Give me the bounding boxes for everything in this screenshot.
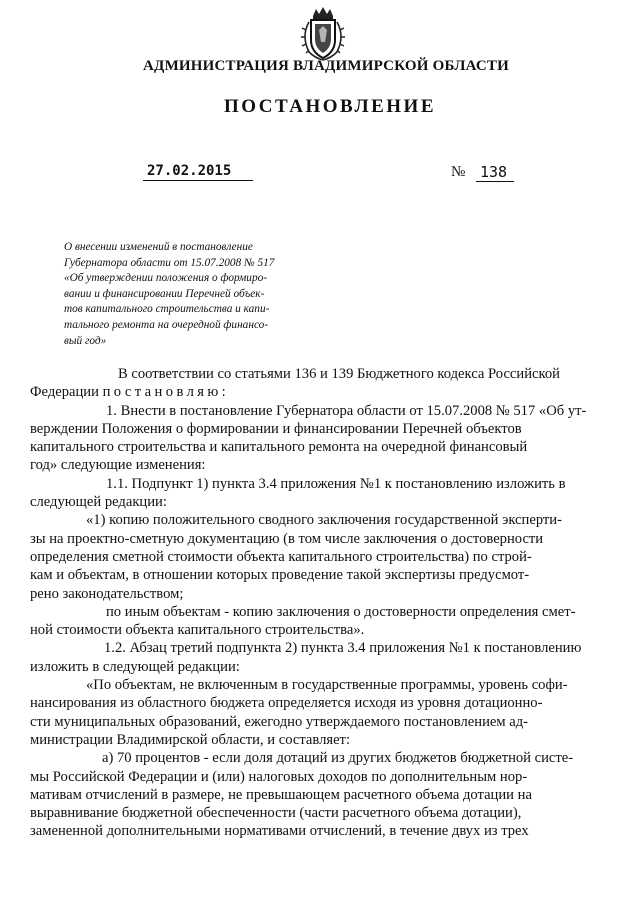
body-line: мы Российской Федерации и (или) налоговых доходов по дополнительным нор- [30, 768, 528, 785]
subject-line: О внесении изменений в постановление [64, 241, 253, 253]
body-line: год» следующие изменения: [30, 457, 206, 474]
body-line: 1.1. Подпункт 1) пункта 3.4 приложения №1 к постановлению изложить в [106, 475, 566, 492]
organization-title: АДМИНИСТРАЦИЯ ВЛАДИМИРСКОЙ ОБЛАСТИ [143, 58, 509, 74]
body-line: «1) копию положительного сводного заключения государственной эксперти- [86, 512, 562, 529]
body-line: кам и объектам, в отношении которых проведение такой экспертизы предусмот- [30, 567, 530, 584]
body-line: замененной дополнительными нормативами отчислений, в течение двух из трех [30, 823, 529, 840]
body-line: нансирования из областного бюджета определяется исходя из уровня дотационно- [30, 695, 543, 712]
body-line: а) 70 процентов - если доля дотаций из других бюджетов бюджетной систе- [102, 750, 574, 767]
body-line: ной стоимости объекта капитального строительства». [30, 622, 365, 639]
body-line: В соответствии со статьями 136 и 139 Бюджетного кодекса Российской [118, 366, 560, 382]
document-subject [64, 240, 334, 349]
subject-line: Губернатора области от 15.07.2008 № 517 [64, 256, 275, 269]
number-sign: № [451, 164, 466, 180]
body-line: сти муниципальных образований, ежегодно утверждаемого постановлением ад- [30, 713, 529, 730]
subject-line: тов капитального строительства и капи- [64, 303, 270, 316]
body-line: «По объектам, не включенным в государственные программы, уровень софи- [86, 677, 568, 694]
document-body [30, 365, 615, 841]
body-line: определения сметной стоимости объекта капитального строительства) по строй- [30, 548, 532, 565]
body-line: министрации Владимирской области, и составляет: [30, 731, 350, 748]
body-line: выравнивание бюджетной обеспеченности (части расчетного объема дотации), [30, 805, 522, 822]
body-line: 1.2. Абзац третий подпункта 2) пункта 3.4 приложения №1 к постановлению [104, 640, 582, 657]
body-line: следующей редакции: [30, 494, 167, 511]
body-line: рено законодательством; [30, 585, 184, 602]
body-line: капитального строительства и капитального ремонта на очередной финансовый [30, 439, 528, 456]
body-line: зы на проектно-сметную документацию (в том числе заключения о достоверности [30, 530, 544, 547]
body-line: мативам отчислений в размере, не превышающем расчетного объема дотации на [30, 786, 532, 803]
resolution-word: постановляю: [102, 384, 230, 401]
body-line [30, 383, 615, 401]
subject-line: вый год» [64, 334, 107, 347]
subject-line: тального ремонта на очередной финансо- [64, 318, 269, 331]
preamble-prefix: Федерации [30, 384, 99, 401]
subject-line: «Об утверждении положения о формиро- [64, 272, 268, 285]
subject-line: вании и финансировании Перечней объек- [64, 287, 265, 300]
body-line: изложить в следующей редакции: [30, 658, 240, 675]
body-line: 1. Внести в постановление Губернатора области от 15.07.2008 № 517 «Об ут- [106, 402, 587, 419]
document-number: 138 [476, 163, 514, 182]
document-date: 27.02.2015 [143, 163, 253, 181]
document-type-title: ПОСТАНОВЛЕНИЕ [223, 96, 437, 117]
body-line: по иным объектам - копию заключения о достоверности определения смет- [106, 603, 576, 620]
body-line: верждении Положения о формировании и финансировании Перечней объектов [30, 420, 522, 437]
coat-of-arms-icon [297, 6, 349, 62]
